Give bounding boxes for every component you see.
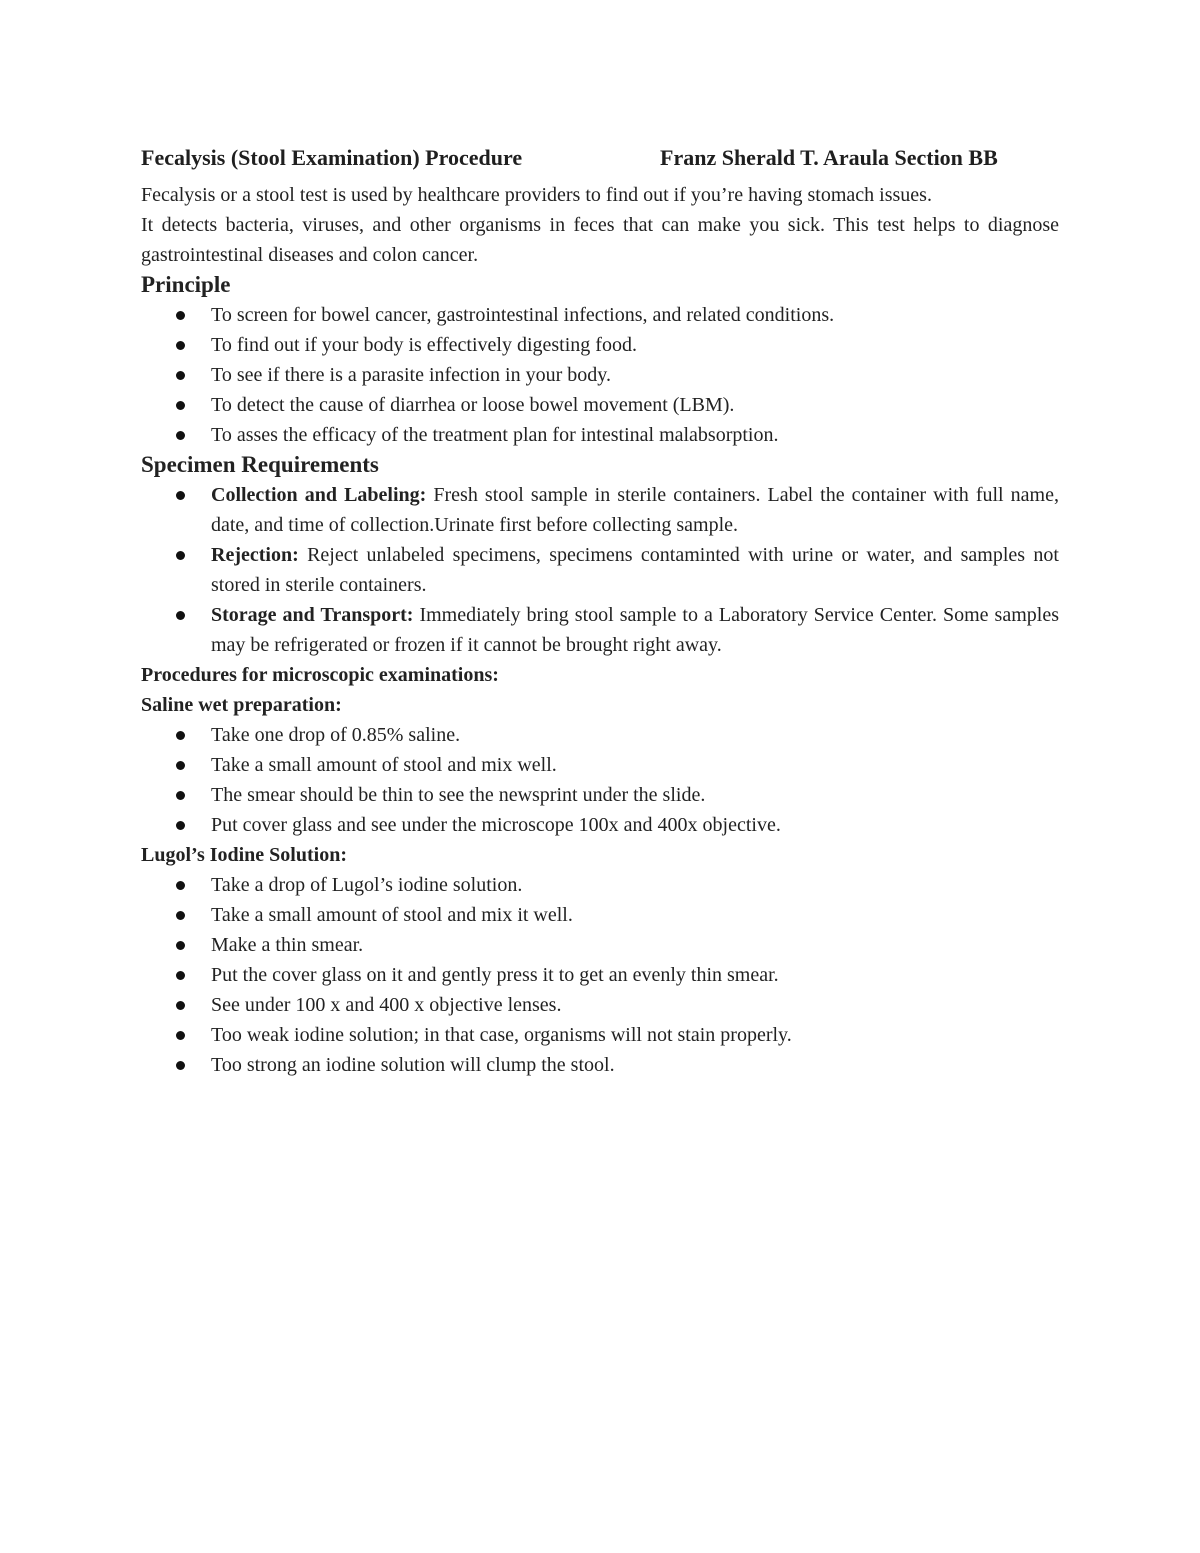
bullet-icon: [176, 611, 185, 620]
list-item-text: Take one drop of 0.85% saline.: [211, 724, 461, 746]
saline-heading: Saline wet preparation:: [141, 694, 342, 716]
principle-heading: Principle: [141, 272, 231, 297]
bullet-icon: [176, 551, 185, 560]
bullet-icon: [176, 491, 185, 500]
list-item: [141, 720, 1059, 750]
item-label: Collection and Labeling:: [211, 484, 427, 506]
list-item: [141, 1050, 1059, 1080]
document-title: Fecalysis (Stool Examination) Procedure: [141, 145, 523, 170]
intro-paragraph: It detects bacteria, viruses, and other organisms in feces that can make you sick. This test helps to diagnose gastrointestinal diseases and colon cancer.: [141, 214, 1059, 266]
item-label: Rejection:: [211, 544, 299, 566]
list-item: [141, 960, 1059, 990]
list-item: [141, 480, 1059, 540]
item-text: Immediately bring stool sample to a Laboratory Service Center. Some samples may be refrigerated or frozen if it cannot be brought right away.: [211, 604, 1059, 656]
list-item: [141, 300, 1059, 330]
bullet-icon: [176, 791, 185, 800]
lugol-list: [141, 870, 1059, 1080]
bullet-icon: [176, 1001, 185, 1010]
list-item: [141, 900, 1059, 930]
item-text: Fresh stool sample in sterile containers. Label the container with full name, date, and time of collection.Urinate first before collecting sample.: [211, 484, 1059, 536]
bullet-icon: [176, 311, 185, 320]
list-item-text: Put the cover glass on it and gently press it to get an evenly thin smear.: [211, 964, 779, 986]
list-item-text: To detect the cause of diarrhea or loose bowel movement (LBM).: [211, 394, 735, 416]
bullet-icon: [176, 341, 185, 350]
intro-paragraph: Fecalysis or a stool test is used by healthcare providers to find out if you’re having stomach issues.: [141, 184, 932, 206]
list-item: [141, 780, 1059, 810]
bullet-icon: [176, 1061, 185, 1070]
title-row: [141, 140, 1059, 180]
bullet-icon: [176, 941, 185, 950]
list-item: [141, 390, 1059, 420]
author-section: Franz Sherald T. Araula Section BB: [660, 145, 998, 170]
list-item-text: Take a drop of Lugol’s iodine solution.: [211, 874, 523, 896]
list-item-text: To screen for bowel cancer, gastrointestinal infections, and related conditions.: [211, 304, 835, 326]
list-item-text: Take a small amount of stool and mix well.: [211, 754, 557, 776]
item-label: Storage and Transport:: [211, 604, 414, 626]
list-item: [141, 1020, 1059, 1050]
list-item-text: See under 100 x and 400 x objective lenses.: [211, 994, 562, 1016]
list-item: [141, 810, 1059, 840]
list-item: [141, 420, 1059, 450]
list-item: [141, 330, 1059, 360]
item-text: Reject unlabeled specimens, specimens contaminted with urine or water, and samples not stored in sterile containers.: [211, 544, 1059, 596]
bullet-icon: [176, 371, 185, 380]
list-item-text: Put cover glass and see under the microscope 100x and 400x objective.: [211, 814, 781, 836]
list-item: [141, 870, 1059, 900]
list-item: [141, 360, 1059, 390]
microscopic-heading: Procedures for microscopic examinations:: [141, 664, 499, 686]
lugol-heading: Lugol’s Iodine Solution:: [141, 844, 347, 866]
bullet-icon: [176, 881, 185, 890]
list-item-text: Too strong an iodine solution will clump the stool.: [211, 1054, 615, 1076]
list-item: [141, 750, 1059, 780]
specimen-list: [141, 480, 1059, 660]
list-item-text: Too weak iodine solution; in that case, organisms will not stain properly.: [211, 1024, 792, 1046]
list-item-text: Make a thin smear.: [211, 934, 364, 956]
list-item-text: To asses the efficacy of the treatment plan for intestinal malabsorption.: [211, 424, 779, 446]
bullet-icon: [176, 971, 185, 980]
saline-list: [141, 720, 1059, 840]
principle-list: [141, 300, 1059, 450]
list-item: [141, 600, 1059, 660]
bullet-icon: [176, 1031, 185, 1040]
list-item-text: To see if there is a parasite infection in your body.: [211, 364, 611, 386]
bullet-icon: [176, 911, 185, 920]
document-page: [141, 140, 1059, 1080]
list-item-text: The smear should be thin to see the newsprint under the slide.: [211, 784, 706, 806]
bullet-icon: [176, 431, 185, 440]
bullet-icon: [176, 731, 185, 740]
list-item: [141, 540, 1059, 600]
list-item-text: To find out if your body is effectively digesting food.: [211, 334, 637, 356]
bullet-icon: [176, 761, 185, 770]
bullet-icon: [176, 401, 185, 410]
list-item-text: Take a small amount of stool and mix it well.: [211, 904, 573, 926]
specimen-heading: Specimen Requirements: [141, 452, 379, 477]
list-item: [141, 930, 1059, 960]
bullet-icon: [176, 821, 185, 830]
list-item: [141, 990, 1059, 1020]
